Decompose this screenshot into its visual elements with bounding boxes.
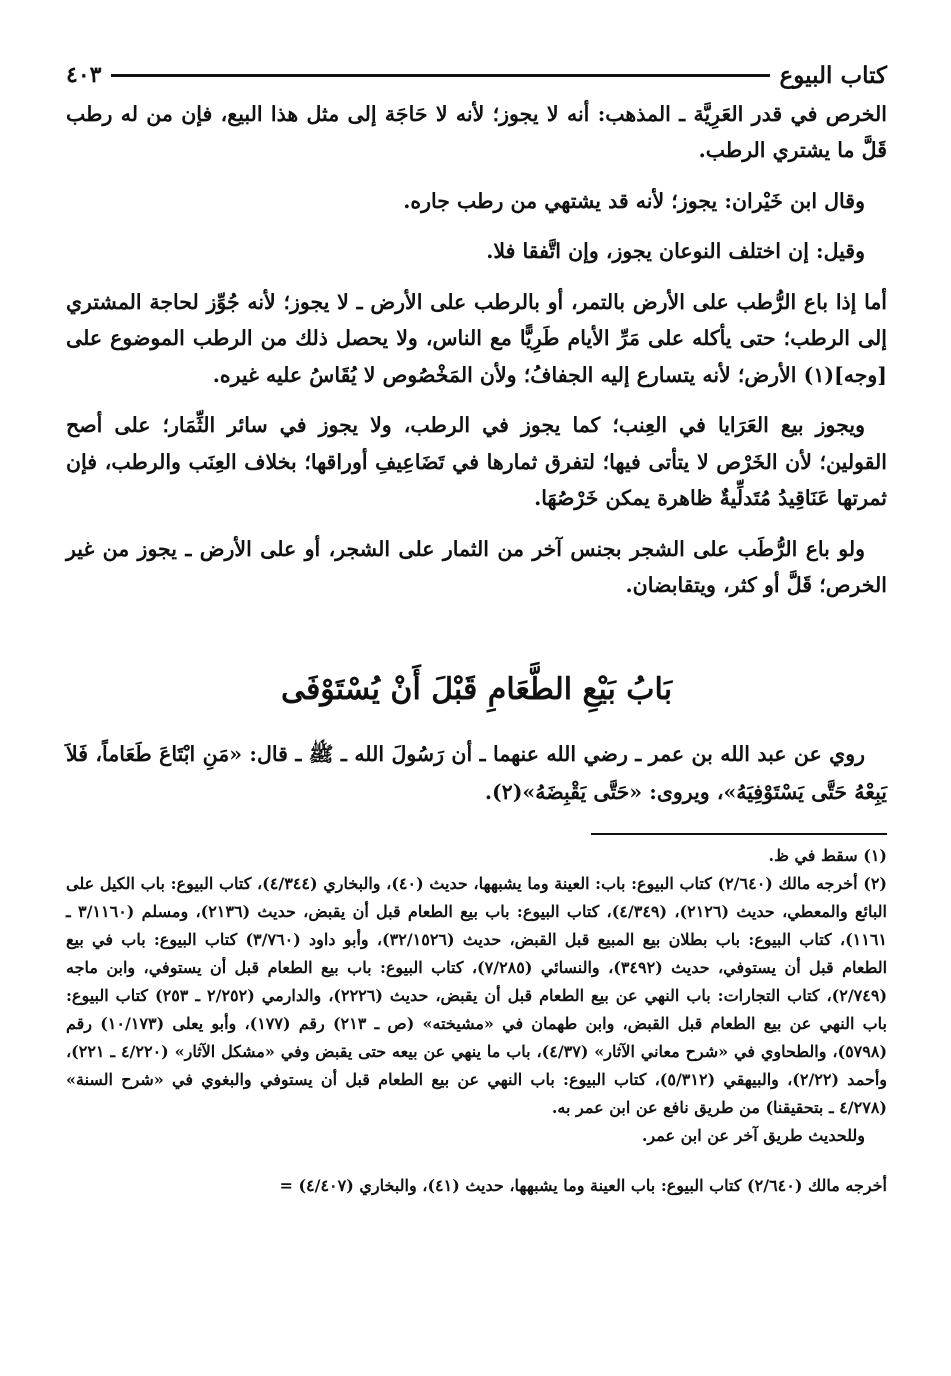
header-rule xyxy=(111,74,769,77)
footnote-continuation: أخرجه مالك (٢/٦٤٠) كتاب البيوع: باب العينة وما يشبهها، حديث (٤١)، والبخاري (٤/٤٠٧) = xyxy=(279,1176,887,1195)
footnote-2-note: وللحديث طريق آخر عن ابن عمر. xyxy=(641,1126,865,1145)
chapter-heading: بَابُ بَيْعِ الطَّعَامِ قَبْلَ أَنْ يُسْتَوْفَى xyxy=(280,672,673,707)
paragraph: روي عن عبد الله بن عمر ـ رضي الله عنهما ـ أن رَسُولَ الله ـ ﷺ ـ قال: «مَنِ ابْتَاعَ طَعَاماً، فَلاَ يَبِعْهُ حَتَّى يَسْتَوْفِيَهُ»، ويروى: «حَتَّى يَقْبِضَهُ»(٢). xyxy=(66,742,887,804)
running-header xyxy=(66,58,887,92)
footnotes xyxy=(66,842,887,1200)
footnote-2: (٢) أخرجه مالك (٢/٦٤٠) كتاب البيوع: باب: العينة وما يشبهها، حديث (٤٠)، والبخاري (٤/٣٤٤)، كتاب البيوع: باب الكيل على البائع والمعطي، حديث (٢١٢٦)، (٤/٣٤٩)، كتاب البيوع: باب بيع الطعام قبل أن يقبض، حديث (٢١٣٦)، ومسلم (٣/١١٦٠ ـ ١١٦١)، كتاب البيوع: باب بطلان بيع المبيع قبل القبض، حديث (٣٢/١٥٢٦)، وأبو داود (٣/٧٦٠) كتاب البيوع: باب في بيع الطعام قبل أن يستوفي، حديث (٣٤٩٢)، والنسائي (٧/٢٨٥)، كتاب البيوع: باب بيع الطعام قبل أن يستوفي، وابن ماجه (٢/٧٤٩)، كتاب التجارات: باب النهي عن بيع الطعام قبل أن يقبض، حديث (٢٢٢٦)، والدارمي (٢/٢٥٢ ـ ٢٥٣) كتاب البيوع: باب النهي عن بيع الطعام قبل القبض، وابن طهمان في «مشيخته» (ص ـ ٢١٣) رقم (١٧٧)، وأبو يعلى (١٠/١٧٣) رقم (٥٧٩٨)، والطحاوي في «شرح معاني الآثار» (٤/٣٧)، باب ما ينهي عن بيعه حتى يقبض وفي «مشكل الآثار» (٤/٢٢٠ ـ ٢٢١)، وأحمد (٢/٢٢)، والبيهقي (٥/٣١٢)، كتاب البيوع: باب النهي عن بيع الطعام قبل أن يستوفي والبغوي في «شرح السنة» (٤/٢٧٨ ـ بتحقيقنا) من طريق نافع عن ابن عمر به. xyxy=(66,874,888,1117)
hadith-text xyxy=(66,736,887,812)
paragraph: وقال ابن خَيْران: يجوز؛ لأنه قد يشتهي من رطب جاره. xyxy=(403,188,865,213)
paragraph: أما إذا باع الرُّطب على الأرض بالتمر، أو بالرطب على الأرض ـ لا يجوز؛ لأنه جُوِّز لحاجة المشتري إلى الرطب؛ حتى يأكله على مَرِّ الأيام طَرِيًّا مع الناس، ولا يحصل ذلك من الرطب الموضوع على [وجه](١) الأرض؛ لأنه يتسارع إليه الجفافُ؛ ولأن المَخْصُوص لا يُقَاسُ عليه غيره. xyxy=(66,289,887,387)
main-text xyxy=(66,96,887,618)
paragraph: ويجوز بيع العَرَايا في العِنب؛ كما يجوز في الرطب، ولا يجوز في سائر الثِّمَار؛ على أصح القولين؛ لأن الخَرْص لا يتأتى فيها؛ لتفرق ثمارها في تَضَاعِيفِ أوراقها؛ بخلاف العِنَب والرطب، فإن ثمرتها عَنَاقِيدُ مُتَدلِّيةٌ ظاهرة يمكن خَرْصُهَا. xyxy=(66,413,887,511)
footnote-1: (١) سقط في ظ. xyxy=(768,846,887,865)
paragraph: الخرص في قدر العَرِيَّة ـ المذهب: أنه لا يجوز؛ لأنه لا حَاجَة إلى مثل هذا البيع، فإن من له رطب قَلَّ ما يشتري الرطب. xyxy=(66,102,887,163)
footnote-separator xyxy=(591,833,887,835)
paragraph: ولو باع الرُّطَب على الشجر بجنس آخر من الثمار على الشجر، أو على الأرض ـ يجوز من غير الخرص؛ قَلَّ أو كثر، ويتقابضان. xyxy=(66,536,887,598)
paragraph: وقيل: إن اختلف النوعان يجوز، وإن اتَّفقا فلا. xyxy=(486,239,865,264)
page-number: ٤٠٣ xyxy=(66,62,102,88)
chapter-running-title: كتاب البيوع xyxy=(779,61,887,89)
